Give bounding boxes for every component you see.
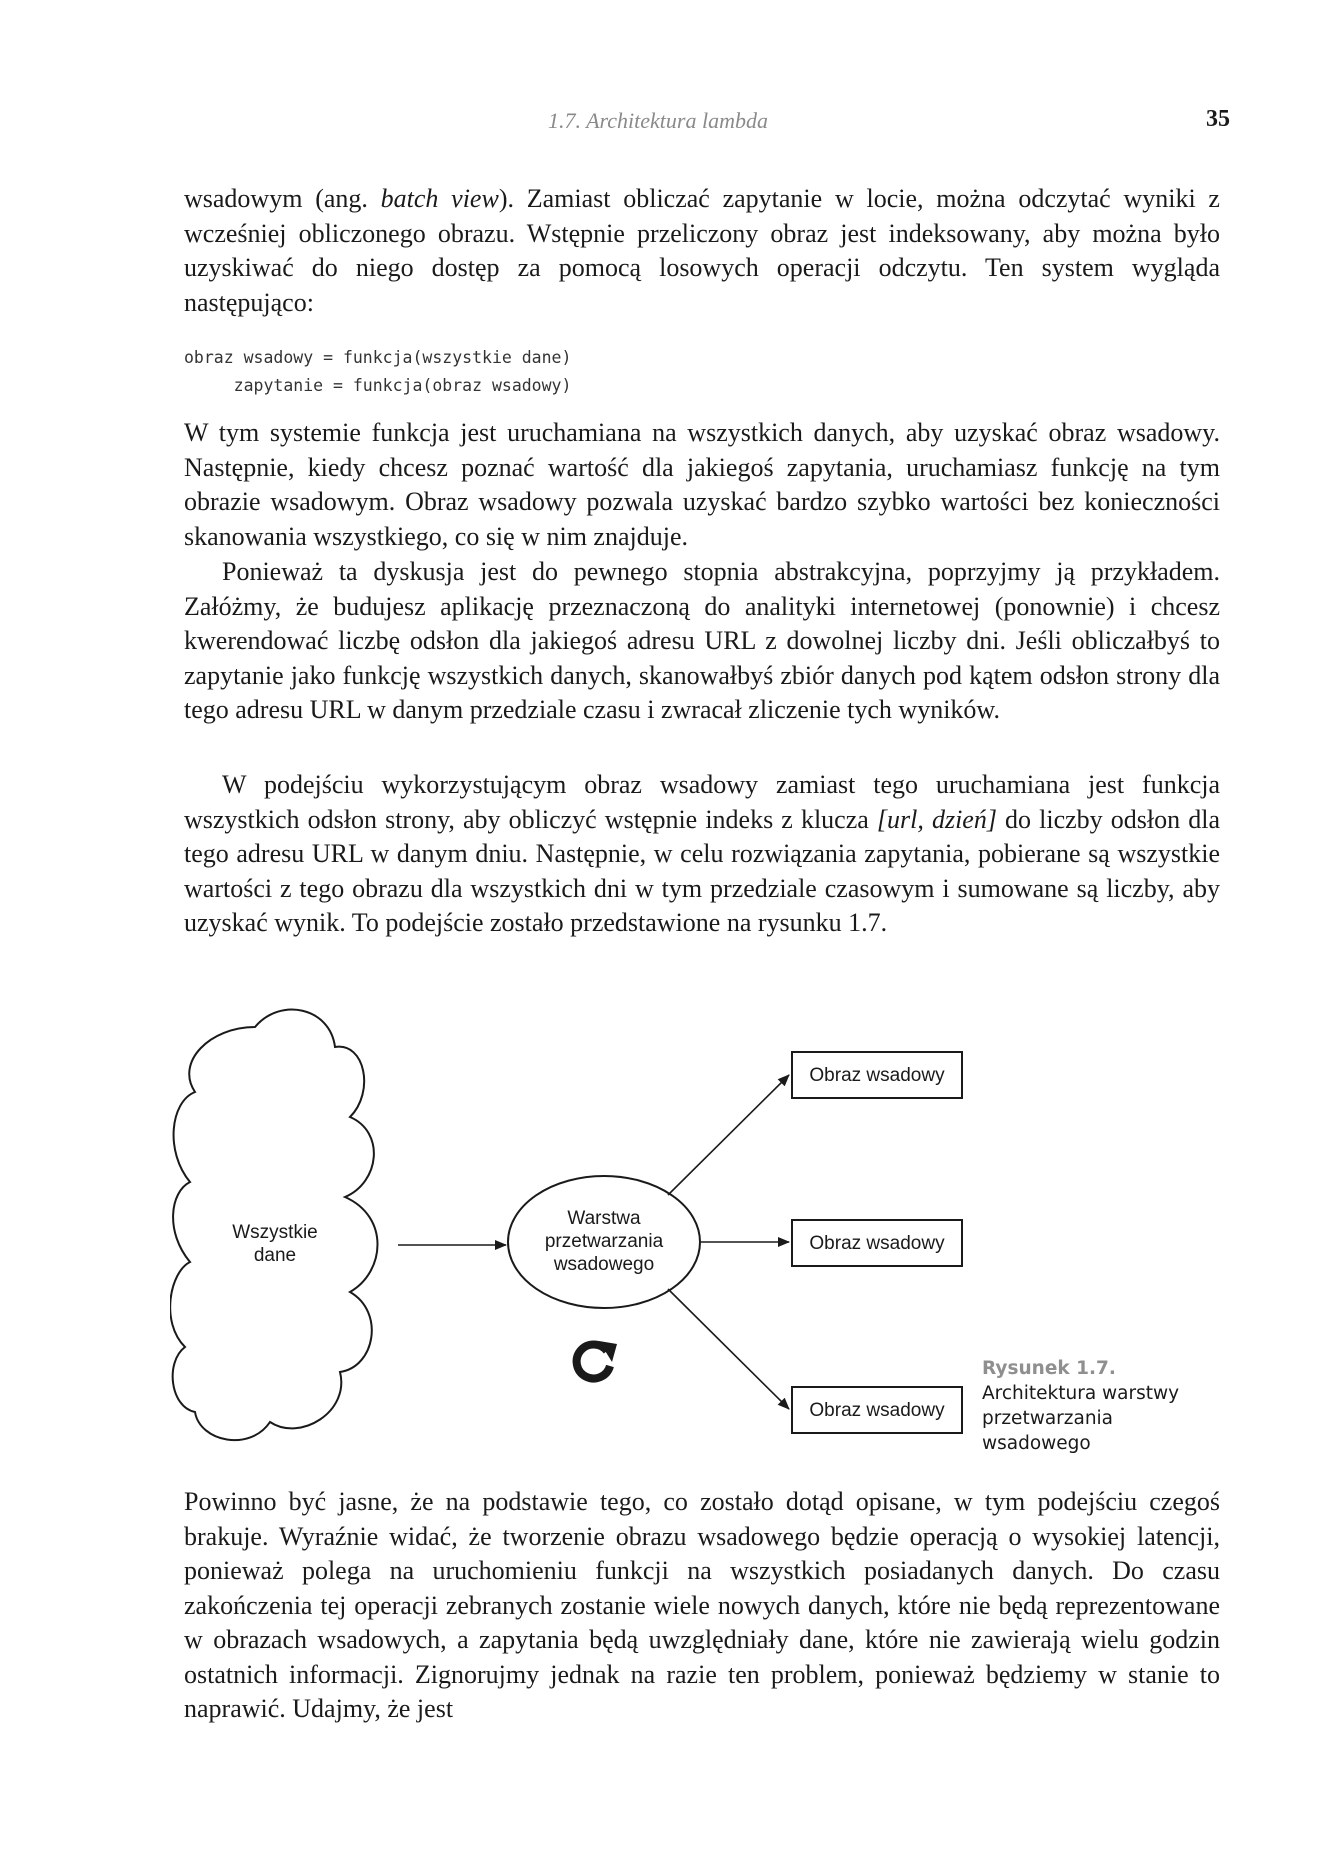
- paragraph-1-text-b: ). Zamiast obliczać zapytanie w locie, można odczytać wyniki z wcześniej obliczonego obrazu. Wstępnie przeliczony obraz jest indeksowany, aby można było uzyskiwać do niego dostęp za pomocą losowych operacji odczytu. Ten system wygląda następująco:: [184, 184, 1220, 317]
- ellipse-label-line-2: przetwarzania: [544, 1231, 664, 1252]
- paragraph-1-term: batch view: [380, 184, 499, 213]
- figure-caption: [982, 1356, 1222, 1456]
- cloud-label-line-2: dane: [253, 1245, 297, 1266]
- batch-view-label-2: Obraz wsadowy: [809, 1233, 945, 1254]
- paragraph-4-key: [url, dzień]: [876, 804, 997, 834]
- batch-view-label-3: Obraz wsadowy: [809, 1400, 945, 1421]
- refresh-icon: [577, 1341, 617, 1378]
- paragraph-1-text-a: wsadowym (ang.: [184, 184, 381, 213]
- paragraph-1: [184, 182, 1220, 320]
- cloud-label-line-1: Wszystkie: [232, 1222, 318, 1243]
- cloud-label: [200, 1221, 350, 1267]
- code-line-1: obraz wsadowy = funkcja(wszystkie dane): [184, 348, 572, 367]
- paragraph-4: [184, 768, 1220, 941]
- caption-number: Rysunek 1.7.: [982, 1358, 1116, 1379]
- arrow-layer-to-view-1: [668, 1075, 789, 1195]
- paragraph-4-text-a: W podejściu wykorzystującym obraz wsadowy zamiast tego uruchamiana jest funkcja wszystkich odsłon strony, aby obliczyć wstępnie indeks z klucza: [184, 770, 1220, 834]
- running-title: 1.7. Architektura lambda: [548, 108, 768, 133]
- ellipse-label-line-1: Warstwa: [567, 1208, 641, 1229]
- ellipse-label-line-3: wsadowego: [553, 1254, 655, 1275]
- paragraph-4-text-b: do liczby odsłon dla tego adresu URL w danym dniu. Następnie, w celu rozwiązania zapytania, pobierane są wszystkie wartości z tego obrazu dla wszystkich dni w tym przedziale czasowym i sumowane są liczby, aby uzyskać wynik. To podejście zostało przedstawione na rysunku 1.7.: [184, 804, 1220, 937]
- ellipse-label: [514, 1207, 694, 1276]
- code-block: [184, 344, 571, 400]
- caption-text: Architektura warstwy przetwarzania wsadowego: [982, 1383, 1180, 1454]
- paragraph-3: Ponieważ ta dyskusja jest do pewnego stopnia abstrakcyjna, poprzyjmy ją przykładem. Załóżmy, że budujesz aplikację przeznaczoną do analityki internetowej (ponownie) i chcesz kwerendować liczbę odsłon dla jakiegoś adresu URL z dowolnej liczby dni. Jeśli obliczałbyś to zapytanie jako funkcję wszystkich danych, skanowałbyś zbiór danych pod kątem odsłon strony dla tego adresu URL w danym przedziale czasu i zwracał zliczenie tych wyników.: [184, 557, 1220, 724]
- paragraph-2: W tym systemie funkcja jest uruchamiana na wszystkich danych, aby uzyskać obraz wsadowy. Następnie, kiedy chcesz poznać wartość dla jakiegoś zapytania, uruchamiasz funkcję na tym obrazie wsadowym. Obraz wsadowy pozwala uzyskać bardzo szybko wartości bez konieczności skanowania wszystkiego, co się w nim znajduje.: [184, 418, 1220, 551]
- code-line-2: zapytanie = funkcja(obraz wsadowy): [184, 376, 572, 395]
- figure-1-7: [170, 1002, 1230, 1462]
- page-number: 35: [1206, 106, 1230, 132]
- arrow-layer-to-view-3: [668, 1289, 789, 1409]
- batch-view-label-1: Obraz wsadowy: [809, 1065, 945, 1086]
- paragraph-5: Powinno być jasne, że na podstawie tego, co zostało dotąd opisane, w tym podejściu czegoś brakuje. Wyraźnie widać, że tworzenie obrazu wsadowego będzie operacją o wysokiej latencji, ponieważ polega na uruchomieniu funkcji na wszystkich posiadanych danych. Do czasu zakończenia tej operacji zebranych zostanie wiele nowych danych, które nie będą reprezentowane w obrazach wsadowych, a zapytania będą uwzględniały dane, które nie zawierają wielu godzin ostatnich informacji. Zignorujmy jednak na razie ten problem, ponieważ będziemy w stanie to naprawić. Udajmy, że jest: [184, 1487, 1220, 1723]
